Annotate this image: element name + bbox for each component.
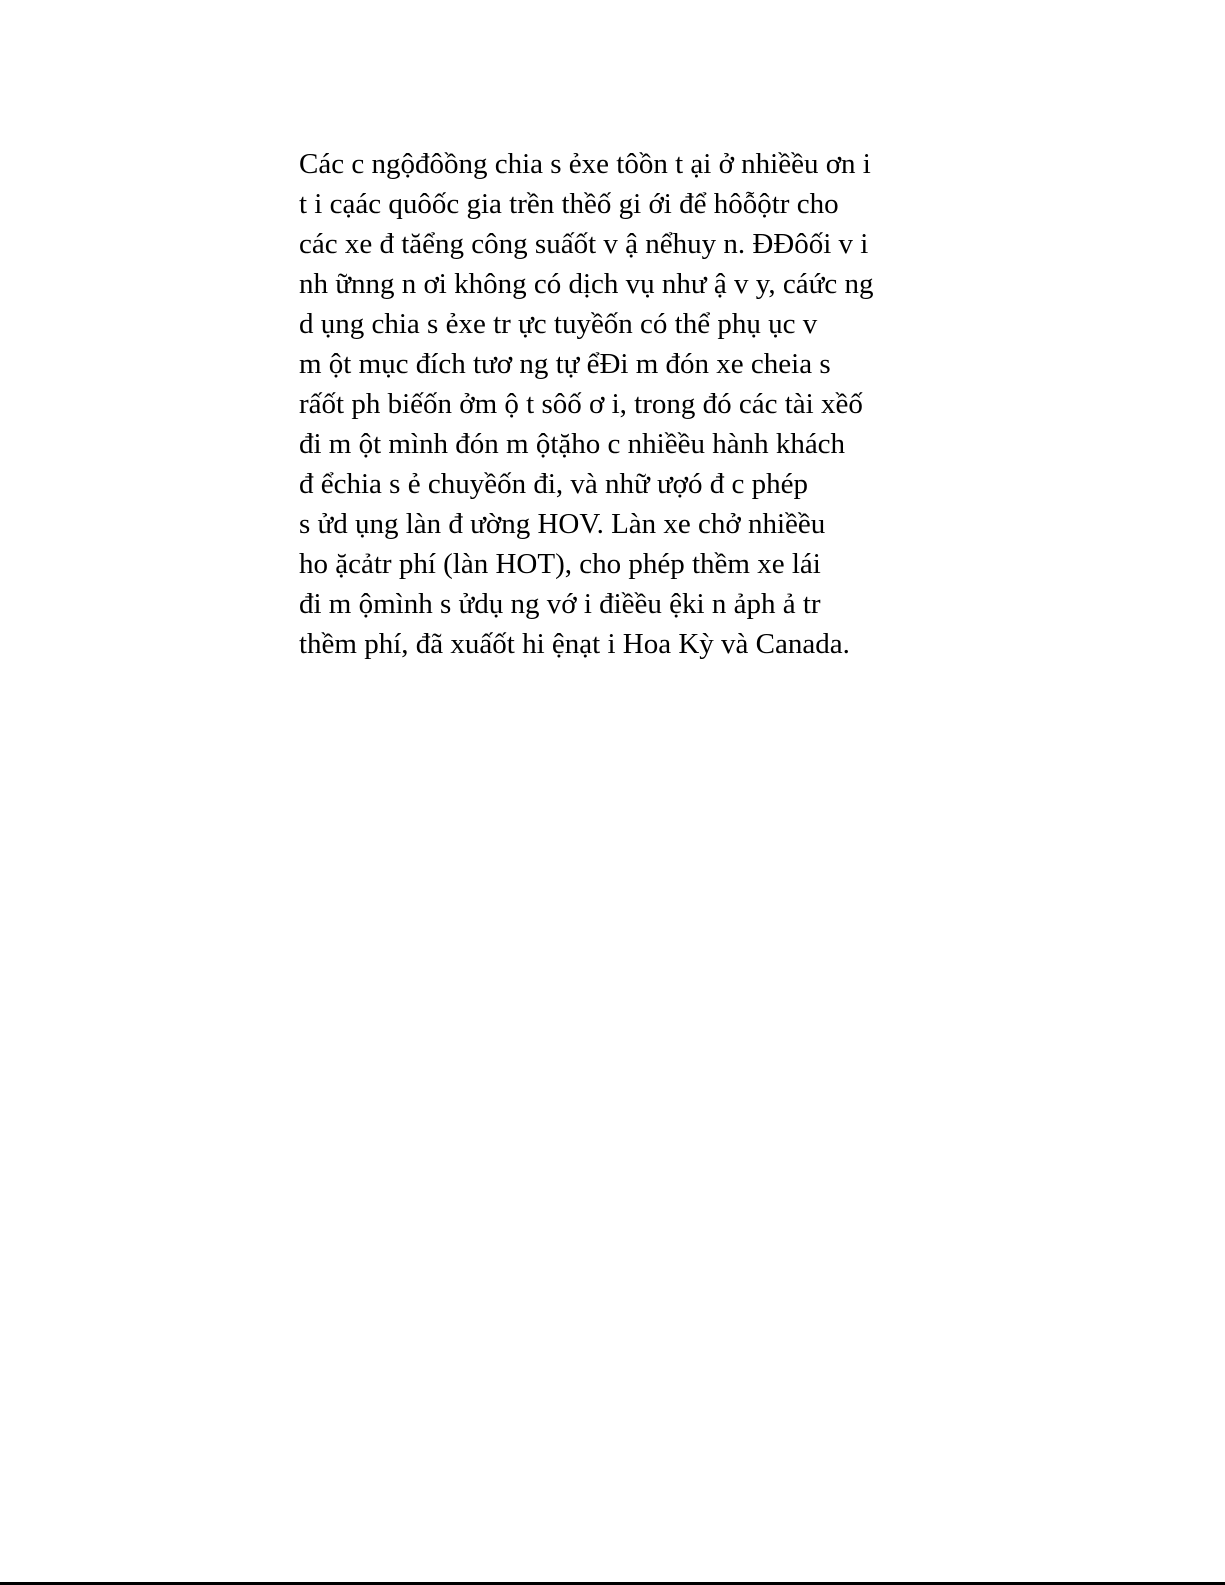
paragraph-line-8: đi m ột mình đón m ộtặho c nhiềều hành khách [299,428,846,460]
body-paragraph [299,144,979,664]
paragraph-line-5: d ụng chia s ẻxe tr ực tuyềốn có thể phụ ục v [299,308,818,340]
paragraph-line-11: ho ặcảtr phí (làn HOT), cho phép thềm xe lái [299,548,821,580]
paragraph-line-12: đi m ộmình s ửdụ ng vớ i điềều ệki n ảph ả tr [299,588,821,620]
paragraph-line-3: các xe đ tăểng công suấốt v ậ nểhuy n. ĐĐôối v i [299,228,869,260]
paragraph-line-9: đ ểchia s ẻ chuyềốn đi, và nhữ ượó đ c phép [299,468,809,500]
paragraph-line-7: rấốt ph biếốn ởm ộ t sôố ơ i, trong đó các tài xềố [299,388,863,420]
paragraph-line-13: thềm phí, đã xuấốt hi ệnạt i Hoa Kỳ và Canada. [299,628,850,660]
paragraph-line-1: Các c ngộđôồng chia s ẻxe tôồn t ại ở nhiềều ơn i [299,148,871,180]
paragraph-line-2: t i cạác quôốc gia trền thềố gi ới để hôỗộtr cho [299,188,839,220]
paragraph-line-4: nh ữnng n ơi không có dịch vụ như ậ v y, cáức ng [299,268,874,300]
paragraph-line-10: s ửd ụng làn đ ường HOV. Làn xe chở nhiềều [299,508,826,540]
paragraph-line-6: m ột mục đích tươ ng tự ểĐi m đón xe cheia s [299,348,831,380]
